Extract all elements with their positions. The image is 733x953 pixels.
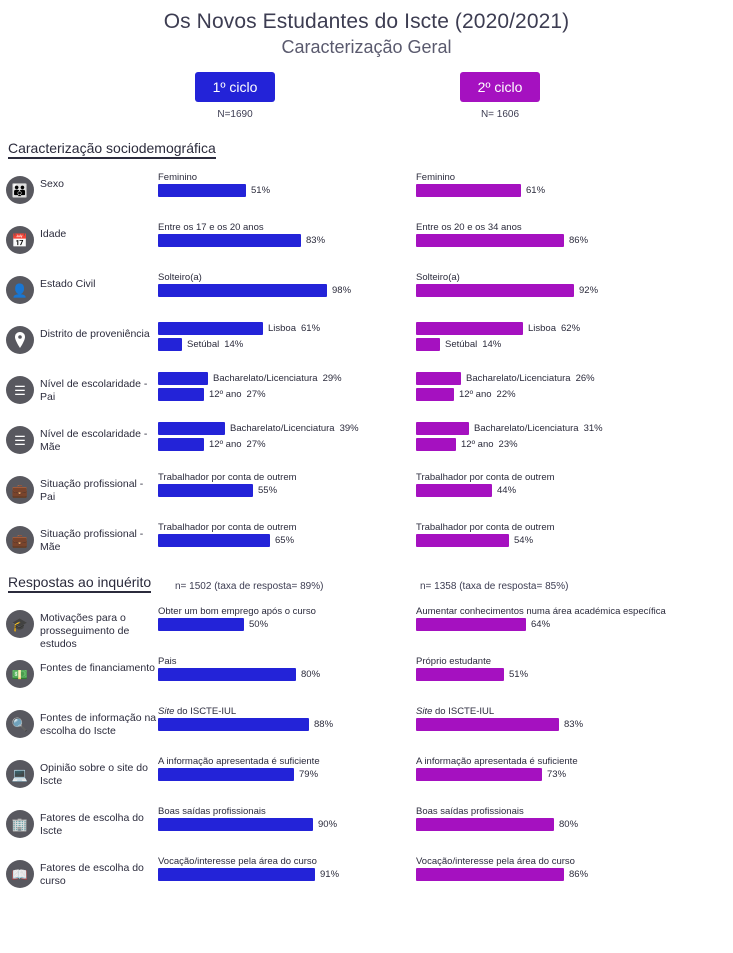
section-sociodemografica-title: Caracterização sociodemográfica bbox=[8, 140, 216, 159]
bar-line bbox=[416, 388, 674, 401]
bar-line bbox=[158, 338, 416, 351]
id-card-icon: 👤 bbox=[6, 276, 34, 304]
row-bars-cycle1 bbox=[158, 320, 416, 354]
section-respostas-row bbox=[0, 574, 733, 598]
row-bars-cycle1 bbox=[158, 420, 416, 454]
row-category-label: Fontes de financiamento bbox=[40, 662, 155, 674]
bar-label: Lisboa bbox=[268, 323, 296, 334]
row-icon-cell bbox=[0, 220, 40, 254]
bar-group bbox=[416, 438, 674, 451]
row-category-label: Distrito de proveniência bbox=[40, 328, 150, 340]
bar-line bbox=[416, 372, 674, 385]
row-bars-cycle1 bbox=[158, 854, 416, 884]
bar bbox=[158, 184, 246, 197]
bar-label: Obter um bom emprego após o curso bbox=[158, 606, 316, 617]
row-bars-cycle2 bbox=[416, 420, 674, 454]
bar-group bbox=[158, 806, 416, 831]
bar-group bbox=[158, 372, 416, 385]
bar bbox=[416, 422, 469, 435]
bar bbox=[416, 184, 521, 197]
bar-label: 12º ano bbox=[461, 439, 494, 450]
bar-label: Entre os 20 e os 34 anos bbox=[416, 222, 522, 233]
bar-label: Boas saídas profissionais bbox=[416, 806, 524, 817]
bar-group bbox=[416, 372, 674, 385]
row-bars-cycle1 bbox=[158, 804, 416, 834]
chart-row-distrito bbox=[0, 318, 733, 368]
bar-line bbox=[158, 484, 416, 497]
row-bars-cycle1 bbox=[158, 704, 416, 734]
bar-line bbox=[416, 668, 674, 681]
bar bbox=[416, 234, 564, 247]
bar-value: 26% bbox=[575, 373, 595, 384]
bar bbox=[158, 618, 244, 631]
row-icon-cell bbox=[0, 420, 40, 454]
row-bars-cycle2 bbox=[416, 854, 674, 884]
bar bbox=[158, 388, 204, 401]
bar-value: 51% bbox=[251, 185, 271, 196]
cycle-2 bbox=[435, 72, 565, 120]
bar bbox=[416, 438, 456, 451]
row-category-label: Idade bbox=[40, 228, 67, 240]
chart-row-motivacoes bbox=[0, 602, 733, 652]
row-icon-cell bbox=[0, 654, 40, 688]
bar-group bbox=[416, 656, 674, 681]
bar-label: Feminino bbox=[416, 172, 456, 183]
bar bbox=[416, 718, 559, 731]
section-sociodemografica-row bbox=[0, 140, 733, 164]
bar bbox=[416, 388, 454, 401]
bar bbox=[416, 768, 542, 781]
book-open-icon: 📖 bbox=[6, 860, 34, 888]
row-category-label: Opinião sobre o site do Iscte bbox=[40, 762, 148, 788]
bar bbox=[416, 484, 492, 497]
row-icon-cell bbox=[0, 320, 40, 354]
row-category-label: Estado Civil bbox=[40, 278, 96, 290]
bar-line bbox=[158, 184, 416, 197]
row-bars-cycle1 bbox=[158, 470, 416, 500]
books-icon: ☰ bbox=[6, 426, 34, 454]
bar-group bbox=[158, 472, 416, 497]
bar-group bbox=[158, 438, 416, 451]
cycle-2-badge: 2º ciclo bbox=[460, 72, 541, 102]
bar-group bbox=[416, 706, 674, 731]
row-bars-cycle1 bbox=[158, 370, 416, 404]
chart-row-fatores-curso bbox=[0, 852, 733, 902]
bar-label: Setúbal bbox=[187, 339, 220, 350]
bar-value: 64% bbox=[531, 619, 551, 630]
bar-line bbox=[158, 868, 416, 881]
bar-line bbox=[158, 818, 416, 831]
bar-label: Site do ISCTE-IUL bbox=[416, 706, 495, 717]
bar-value: 86% bbox=[569, 235, 589, 246]
chart-row-escolaridade-pai bbox=[0, 368, 733, 418]
row-bars-cycle2 bbox=[416, 320, 674, 354]
bar-group bbox=[416, 606, 674, 631]
bar-label: Solteiro(a) bbox=[416, 272, 460, 283]
bar-line bbox=[158, 718, 416, 731]
chart-row-escolaridade-mae bbox=[0, 418, 733, 468]
bar-value: 92% bbox=[579, 285, 599, 296]
bar bbox=[158, 718, 309, 731]
row-icon-cell bbox=[0, 804, 40, 838]
bar-line bbox=[416, 618, 674, 631]
respostas-n-cycle2: n= 1358 (taxa de resposta= 85%) bbox=[420, 581, 569, 592]
bar-value: 62% bbox=[561, 323, 581, 334]
bar-label: Bacharelato/Licenciatura bbox=[466, 373, 571, 384]
row-category-label: Nível de escolaridade - Pai bbox=[40, 378, 148, 404]
bar-line bbox=[158, 234, 416, 247]
bar-line bbox=[158, 618, 416, 631]
bar bbox=[416, 338, 440, 351]
cycle-1 bbox=[170, 72, 300, 120]
bar-label: Boas saídas profissionais bbox=[158, 806, 266, 817]
section-respostas-title: Respostas ao inquérito bbox=[8, 574, 151, 593]
row-bars-cycle2 bbox=[416, 170, 674, 200]
bar-value: 22% bbox=[496, 389, 516, 400]
bar-group bbox=[158, 606, 416, 631]
bar-label: Bacharelato/Licenciatura bbox=[230, 423, 335, 434]
bar-group bbox=[158, 522, 416, 547]
bar bbox=[158, 484, 253, 497]
row-icon-cell bbox=[0, 270, 40, 304]
bar bbox=[416, 868, 564, 881]
row-category-label: Fontes de informação na escolha do Iscte bbox=[40, 712, 157, 738]
bar-line bbox=[416, 284, 674, 297]
bar-line bbox=[158, 284, 416, 297]
bar-line bbox=[416, 338, 674, 351]
bar-label: Trabalhador por conta de outrem bbox=[158, 522, 297, 533]
bar-group bbox=[158, 172, 416, 197]
bar-line bbox=[416, 818, 674, 831]
bar-value: 31% bbox=[583, 423, 603, 434]
bar bbox=[416, 618, 526, 631]
bar-line bbox=[416, 438, 674, 451]
bar-group bbox=[158, 706, 416, 731]
row-bars-cycle1 bbox=[158, 170, 416, 200]
bar-value: 54% bbox=[514, 535, 534, 546]
row-bars-cycle2 bbox=[416, 604, 674, 634]
bar-value: 90% bbox=[318, 819, 338, 830]
bar-label: Vocação/interesse pela área do curso bbox=[416, 856, 575, 867]
bar-group bbox=[416, 856, 674, 881]
bar bbox=[416, 372, 461, 385]
bar-line bbox=[158, 388, 416, 401]
row-bars-cycle1 bbox=[158, 754, 416, 784]
bar-line bbox=[158, 322, 416, 335]
monitor-icon: 💻 bbox=[6, 760, 34, 788]
bar-line bbox=[158, 534, 416, 547]
chart-row-fontes-informacao bbox=[0, 702, 733, 752]
bar-group bbox=[416, 222, 674, 247]
row-icon-cell bbox=[0, 170, 40, 204]
bar-value: 65% bbox=[275, 535, 295, 546]
bar-line bbox=[416, 322, 674, 335]
bar-label: A informação apresentada é suficiente bbox=[158, 756, 320, 767]
bar-value: 50% bbox=[249, 619, 269, 630]
chart-row-idade bbox=[0, 218, 733, 268]
bar-value: 14% bbox=[224, 339, 244, 350]
bar-value: 91% bbox=[320, 869, 340, 880]
row-category-label: Fatores de escolha do curso bbox=[40, 862, 144, 888]
row-icon-cell bbox=[0, 370, 40, 404]
bar bbox=[158, 422, 225, 435]
bar-value: 14% bbox=[482, 339, 502, 350]
building-icon: 🏢 bbox=[6, 810, 34, 838]
bar-group bbox=[416, 806, 674, 831]
page-header bbox=[0, 0, 733, 58]
bar-group bbox=[416, 388, 674, 401]
bar-value: 83% bbox=[564, 719, 584, 730]
bar-group bbox=[416, 322, 674, 335]
cycle-legend bbox=[0, 72, 733, 134]
row-bars-cycle1 bbox=[158, 654, 416, 684]
bar-group bbox=[416, 522, 674, 547]
bar-group bbox=[416, 756, 674, 781]
bar-group bbox=[416, 422, 674, 435]
bar-value: 88% bbox=[314, 719, 334, 730]
bar-value: 55% bbox=[258, 485, 278, 496]
bar-line bbox=[416, 534, 674, 547]
bar-value: 79% bbox=[299, 769, 319, 780]
row-bars-cycle2 bbox=[416, 704, 674, 734]
briefcase-icon: 💼 bbox=[6, 526, 34, 554]
money-icon: 💵 bbox=[6, 660, 34, 688]
bar-label: Próprio estudante bbox=[416, 656, 491, 667]
bar-group bbox=[158, 338, 416, 351]
bar bbox=[416, 534, 509, 547]
row-bars-cycle1 bbox=[158, 270, 416, 300]
respostas-rows bbox=[0, 602, 733, 902]
chart-row-estado-civil bbox=[0, 268, 733, 318]
bar bbox=[158, 668, 296, 681]
cycle-1-count: N=1690 bbox=[217, 109, 253, 120]
bar bbox=[158, 234, 301, 247]
bar-label: 12º ano bbox=[209, 439, 242, 450]
bar-label: Trabalhador por conta de outrem bbox=[416, 472, 555, 483]
bar-line bbox=[158, 438, 416, 451]
bar-group bbox=[416, 338, 674, 351]
row-icon-cell bbox=[0, 854, 40, 888]
bar-value: 39% bbox=[339, 423, 359, 434]
row-category-label: Nível de escolaridade - Mãe bbox=[40, 428, 148, 454]
calendar-icon: 📅 bbox=[6, 226, 34, 254]
bar-value: 61% bbox=[526, 185, 546, 196]
row-bars-cycle2 bbox=[416, 470, 674, 500]
bar-group bbox=[158, 272, 416, 297]
bar-label: Feminino bbox=[158, 172, 198, 183]
books-icon: ☰ bbox=[6, 376, 34, 404]
bar-label: Bacharelato/Licenciatura bbox=[474, 423, 579, 434]
bar bbox=[416, 668, 504, 681]
bar bbox=[158, 338, 182, 351]
row-icon-cell bbox=[0, 604, 40, 638]
row-category-label: Motivações para o prosseguimento de estudos bbox=[40, 612, 130, 651]
row-bars-cycle2 bbox=[416, 370, 674, 404]
bar-group bbox=[158, 856, 416, 881]
chart-row-situacao-pai bbox=[0, 468, 733, 518]
page-title: Os Novos Estudantes do Iscte (2020/2021) bbox=[163, 10, 570, 33]
bar-value: 61% bbox=[301, 323, 321, 334]
bar bbox=[158, 534, 270, 547]
bar-label: Aumentar conhecimentos numa área académica específica bbox=[416, 606, 666, 617]
bar-label: Solteiro(a) bbox=[158, 272, 202, 283]
bar-label: Lisboa bbox=[528, 323, 556, 334]
bar bbox=[158, 438, 204, 451]
row-bars-cycle1 bbox=[158, 604, 416, 634]
bar-line bbox=[416, 234, 674, 247]
magnifier-icon: 🔍 bbox=[6, 710, 34, 738]
bar-line bbox=[416, 484, 674, 497]
row-bars-cycle2 bbox=[416, 520, 674, 550]
graduation-cap-icon: 🎓 bbox=[6, 610, 34, 638]
bar bbox=[158, 322, 263, 335]
bar bbox=[158, 818, 313, 831]
row-category-label: Situação profissional - Mãe bbox=[40, 528, 144, 554]
row-bars-cycle1 bbox=[158, 220, 416, 250]
row-bars-cycle2 bbox=[416, 220, 674, 250]
page-subtitle: Caracterização Geral bbox=[281, 37, 452, 57]
bar-line bbox=[158, 422, 416, 435]
bar-label: Bacharelato/Licenciatura bbox=[213, 373, 318, 384]
family-icon: 👪 bbox=[6, 176, 34, 204]
bar-label: Trabalhador por conta de outrem bbox=[416, 522, 555, 533]
bar-value: 98% bbox=[332, 285, 352, 296]
bar-label: Vocação/interesse pela área do curso bbox=[158, 856, 317, 867]
bar-value: 51% bbox=[509, 669, 529, 680]
bar-group bbox=[158, 422, 416, 435]
bar-value: 27% bbox=[246, 389, 266, 400]
row-icon-cell bbox=[0, 520, 40, 554]
bar-label: 12º ano bbox=[209, 389, 242, 400]
bar-group bbox=[158, 322, 416, 335]
bar bbox=[416, 322, 523, 335]
chart-row-fatores-iscte bbox=[0, 802, 733, 852]
bar-value: 80% bbox=[301, 669, 321, 680]
row-category-label: Situação profissional - Pai bbox=[40, 478, 144, 504]
bar bbox=[158, 868, 315, 881]
bar-value: 83% bbox=[306, 235, 326, 246]
chart-row-sexo bbox=[0, 168, 733, 218]
bar-group bbox=[416, 472, 674, 497]
bar-group bbox=[416, 272, 674, 297]
bar-line bbox=[416, 768, 674, 781]
row-icon-cell bbox=[0, 754, 40, 788]
row-bars-cycle2 bbox=[416, 654, 674, 684]
bar-label: Site do ISCTE-IUL bbox=[158, 706, 237, 717]
row-icon-cell bbox=[0, 704, 40, 738]
chart-row-opiniao-site bbox=[0, 752, 733, 802]
bar-line bbox=[416, 422, 674, 435]
row-category-label: Fatores de escolha do Iscte bbox=[40, 812, 144, 838]
bar-line bbox=[158, 668, 416, 681]
row-bars-cycle2 bbox=[416, 754, 674, 784]
bar bbox=[158, 284, 327, 297]
bar-group bbox=[158, 656, 416, 681]
bar-label: 12º ano bbox=[459, 389, 492, 400]
chart-row-financiamento bbox=[0, 652, 733, 702]
bar-value: 29% bbox=[322, 373, 342, 384]
bar bbox=[416, 284, 574, 297]
bar-label: A informação apresentada é suficiente bbox=[416, 756, 578, 767]
bar-value: 27% bbox=[246, 439, 266, 450]
row-bars-cycle2 bbox=[416, 804, 674, 834]
bar-value: 80% bbox=[559, 819, 579, 830]
bar-value: 44% bbox=[497, 485, 517, 496]
briefcase-icon: 💼 bbox=[6, 476, 34, 504]
bar bbox=[158, 768, 294, 781]
bar-group bbox=[158, 388, 416, 401]
row-icon-cell bbox=[0, 470, 40, 504]
cycle-1-badge: 1º ciclo bbox=[195, 72, 276, 102]
bar-label: Setúbal bbox=[445, 339, 478, 350]
bar-label: Entre os 17 e os 20 anos bbox=[158, 222, 264, 233]
bar-value: 73% bbox=[547, 769, 567, 780]
row-bars-cycle2 bbox=[416, 270, 674, 300]
bar-label: Pais bbox=[158, 656, 177, 667]
location-pin-icon bbox=[6, 326, 34, 354]
bar-line bbox=[416, 868, 674, 881]
bar-line bbox=[158, 768, 416, 781]
cycle-2-count: N= 1606 bbox=[480, 109, 520, 120]
bar-value: 86% bbox=[569, 869, 589, 880]
sociodemografica-rows bbox=[0, 168, 733, 568]
bar bbox=[416, 818, 554, 831]
bar-line bbox=[416, 184, 674, 197]
bar-line bbox=[416, 718, 674, 731]
row-bars-cycle1 bbox=[158, 520, 416, 550]
row-category-label: Sexo bbox=[40, 178, 64, 190]
bar bbox=[158, 372, 208, 385]
bar-group bbox=[416, 172, 674, 197]
bar-value: 23% bbox=[498, 439, 518, 450]
bar-group bbox=[158, 756, 416, 781]
bar-label: Trabalhador por conta de outrem bbox=[158, 472, 297, 483]
chart-row-situacao-mae bbox=[0, 518, 733, 568]
bar-group bbox=[158, 222, 416, 247]
respostas-n-cycle1: n= 1502 (taxa de resposta= 89%) bbox=[175, 581, 324, 592]
bar-line bbox=[158, 372, 416, 385]
